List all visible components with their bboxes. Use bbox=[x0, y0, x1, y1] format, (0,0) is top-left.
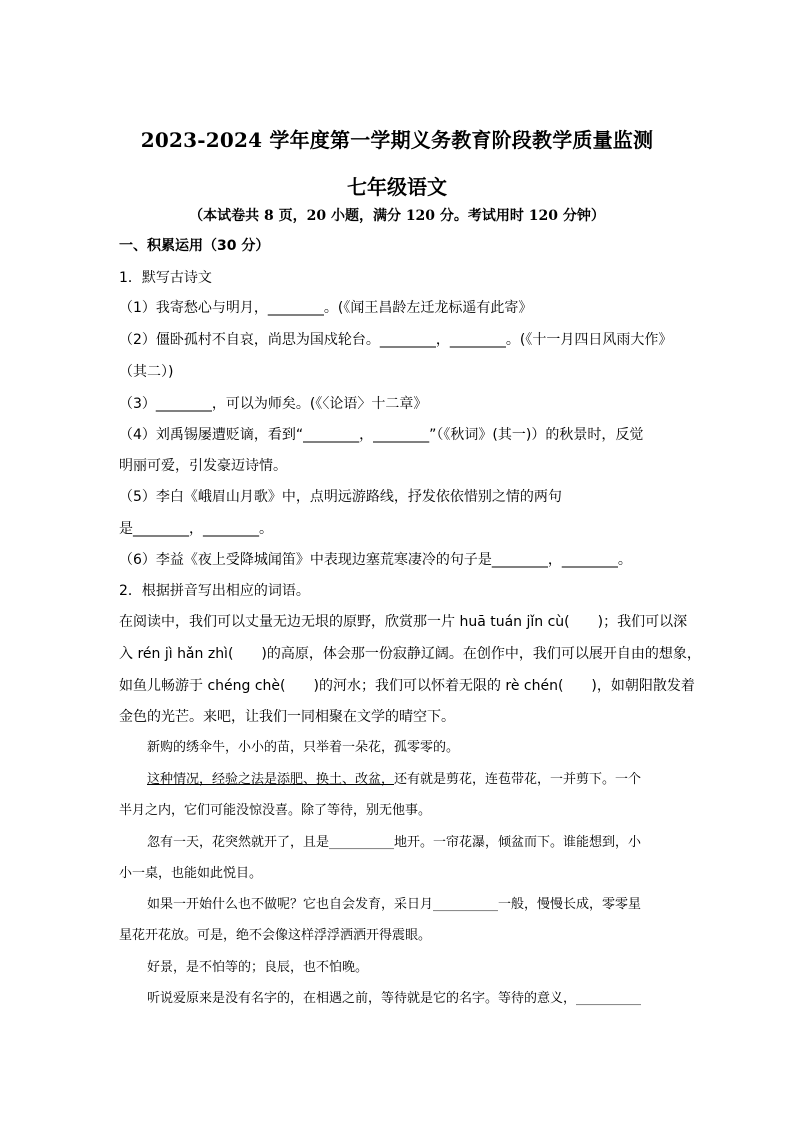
question-1-item: （1）我寄愁心与明月，________。(《闻王昌龄左迁龙标遥有此寄》 bbox=[119, 300, 533, 316]
passage-line: 星花开花放。可是，绝不会像这样浮浮洒洒开得震眼。 bbox=[119, 928, 432, 943]
question-1-item: （6）李益《夜上受降城闻笛》中表现边塞荒寒凄冷的句子是________，________。 bbox=[119, 552, 632, 568]
passage-paragraph: 新购的绣伞牛，小小的苗，只举着一朵花，孤零零的。 bbox=[147, 740, 460, 755]
question-2-text: 金色的光芒。来吧，让我们一同相聚在文学的晴空下。 bbox=[119, 709, 455, 725]
passage-paragraph bbox=[147, 770, 679, 790]
passage-line: 半月之内，它们可能没惊没喜。除了等待，别无他事。 bbox=[119, 803, 432, 818]
question-2-text: 在阅读中，我们可以丈量无边无垠的原野，欣赏那一片 huā tuán jǐn cù( )；我们可以深 bbox=[119, 614, 688, 630]
question-2-text: 如鱼儿畅游于 chéng chè( )的河水；我们可以怀着无限的 rè chén( )，如朝阳散发着 bbox=[119, 678, 695, 694]
passage-line: 小一桌，也能如此悦目。 bbox=[119, 866, 263, 881]
question-2-text: 入 rén jì hǎn zhì( )的高原，体会那一份寂静辽阔。在创作中，我们可以展开自由的想象， bbox=[119, 646, 701, 662]
question-1-item: （其二）) bbox=[119, 364, 174, 380]
passage-paragraph: 听说爱原来是没有名字的，在相遇之前，等待就是它的名字。等待的意义，__________ bbox=[147, 991, 642, 1006]
exam-subtitle: 七年级语文 bbox=[347, 175, 447, 199]
question-1-item: （3）________，可以为师矣。(《〈论语〉十二章》 bbox=[119, 396, 428, 412]
question-1-item: 是________，________。 bbox=[119, 521, 273, 537]
exam-note: （本试卷共 8 页，20 小题，满分 120 分。考试用时 120 分钟） bbox=[189, 208, 605, 224]
passage-paragraph: 如果一开始什么也不做呢？它也自会发育，采日月__________一般，慢慢长成，零零星 bbox=[147, 897, 642, 912]
passage-paragraph: 好景，是不怕等的；良辰，也不怕晚。 bbox=[147, 960, 369, 975]
question-1-item: 明丽可爱，引发豪迈诗情。 bbox=[119, 458, 287, 474]
passage-paragraph: 忽有一天，花突然就开了，且是__________地开。一帘花瀑，倾盆而下。谁能想到，小 bbox=[147, 835, 642, 850]
question-2-title: 2．根据拼音写出相应的词语。 bbox=[119, 583, 310, 599]
underlined-sentence: 这种情况，经验之法是添肥、换土、改盆， bbox=[147, 772, 395, 787]
question-1-item: （2）僵卧孤村不自哀，尚思为国戍轮台。________，________。(《十一月四日风雨大作》 bbox=[119, 332, 673, 348]
question-1-item: （4）刘禹锡屡遭贬谪，看到“________，________”（《秋词》(其一)）的秋景时，反觉 bbox=[119, 427, 644, 443]
passage-text: 还有就是剪花，连苞带花，一并剪下。一个 bbox=[394, 772, 642, 787]
exam-title: 2023-2024 学年度第一学期义务教育阶段教学质量监测 bbox=[140, 128, 654, 152]
question-1-title: 1．默写古诗文 bbox=[119, 270, 212, 286]
question-1-item: （5）李白《峨眉山月歌》中，点明远游路线，抒发依依惜别之情的两句 bbox=[119, 489, 562, 505]
section-heading: 一、积累运用（30 分） bbox=[119, 238, 270, 254]
